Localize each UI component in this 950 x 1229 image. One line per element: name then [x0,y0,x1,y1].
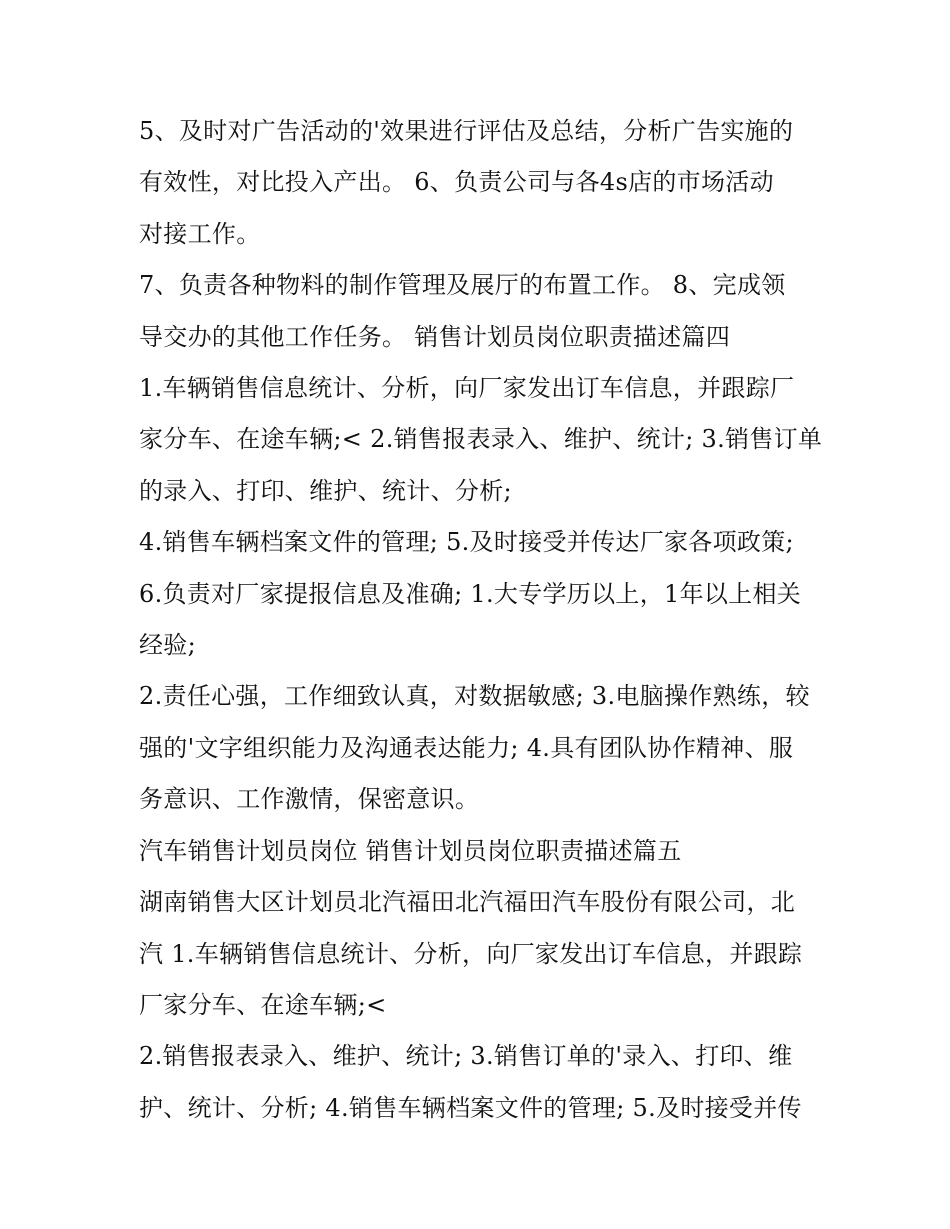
text-line: 1.车辆销售信息统计、分析，向厂家发出订车信息，并跟踪厂 [139,374,795,403]
text-line: 对接工作。 [139,219,261,248]
document-body [139,106,823,1134]
text-line: 汽 1.车辆销售信息统计、分析，向厂家发出订车信息，并跟踪 [139,939,803,968]
section-heading [139,826,819,877]
paragraph-archive [139,517,819,568]
text-line: 7、负责各种物料的制作管理及展厅的布置工作。 8、完成领 [139,271,786,300]
text-line: 汽车销售计划员岗位 销售计划员岗位职责描述篇五 [139,836,682,865]
text-line: 有效性，对比投入产出。 6、负责公司与各4s店的市场活动 [139,168,774,197]
paragraph-requirements [139,569,819,672]
text-line: 护、统计、分析; 4.销售车辆档案文件的管理; 5.及时接受并传 [139,1093,802,1122]
text-line: 4.销售车辆档案文件的管理; 5.及时接受并传达厂家各项政策; [139,528,794,557]
paragraph-qualities [139,671,819,825]
paragraph-ad-evaluation [139,106,819,260]
paragraph-materials [139,260,819,363]
text-line: 的录入、打印、维护、统计、分析; [139,476,512,505]
text-line: 5、及时对广告活动的'效果进行评估及总结，分析广告实施的 [139,117,794,145]
text-line: 导交办的其他工作任务。 销售计划员岗位职责描述篇四 [139,322,731,351]
text-line: 2.销售报表录入、维护、统计; 3.销售订单的'录入、打印、维 [139,1042,793,1071]
paragraph-hunan-planner [139,877,819,1031]
text-line: 经验; [139,631,196,660]
paragraph-sales-report [139,1031,819,1134]
text-line: 务意识、工作激情，保密意识。 [139,785,480,814]
text-line: 湖南销售大区计划员北汽福田北汽福田汽车股份有限公司，北 [139,888,796,917]
text-line: 2.责任心强，工作细致认真，对数据敏感; 3.电脑操作熟练，较 [139,682,810,711]
text-line: 6.负责对厂家提报信息及准确; 1.大专学历以上，1年以上相关 [139,579,802,608]
text-line: 家分车、在途车辆;< 2.销售报表录入、维护、统计; 3.销售订单 [139,425,823,454]
text-line: 强的'文字组织能力及沟通表达能力; 4.具有团队协作精神、服 [139,733,794,762]
text-line: 厂家分车、在途车辆;< [139,990,387,1019]
paragraph-sales-stats [139,363,823,517]
